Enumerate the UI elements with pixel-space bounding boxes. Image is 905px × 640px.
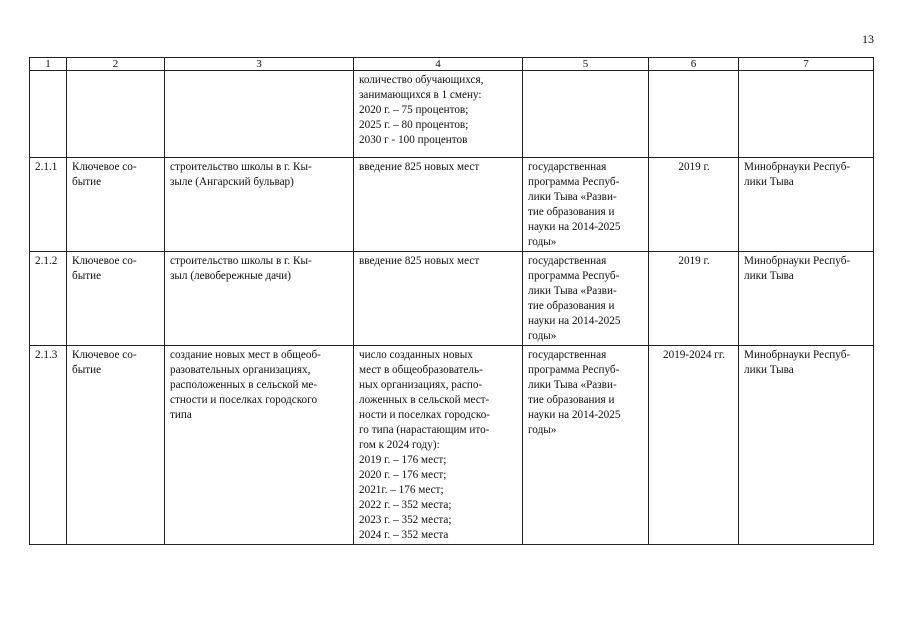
event-type-cell — [67, 252, 165, 346]
cell-text-line: программа Респуб- — [528, 270, 620, 282]
cell-text-line: Ключевое со- — [72, 349, 137, 361]
cell-text-line: бытие — [72, 176, 102, 188]
cell-text-line: типа — [170, 409, 192, 421]
row-number-cell — [30, 346, 67, 545]
page-number: 13 — [862, 32, 874, 46]
program-cell — [523, 346, 649, 545]
header-cell: 5 — [523, 58, 649, 71]
row-number-cell — [30, 158, 67, 252]
cell-text-line: разовательных организациях, — [170, 364, 311, 376]
header-cell: 7 — [739, 58, 874, 71]
table-header-row — [30, 58, 874, 71]
responsible-cell — [739, 71, 874, 158]
cell-text-line: лики Тыва «Разви- — [528, 285, 617, 297]
cell-text-line: науки на 2014-2025 — [528, 315, 621, 327]
cell-text-line: лики Тыва — [744, 364, 794, 376]
cell-text-line: лики Тыва «Разви- — [528, 379, 617, 391]
cell-text-line: строительство школы в г. Кы- — [170, 161, 312, 173]
cell-text-line: 2.1.2 — [35, 255, 58, 267]
cell-text-line: 2022 г. – 352 места; — [359, 499, 452, 511]
cell-text-line: Минобрнауки Респуб- — [744, 349, 851, 361]
cell-text-line: науки на 2014-2025 — [528, 221, 621, 233]
header-cell: 2 — [67, 58, 165, 71]
activity-cell — [165, 346, 354, 545]
cell-text-line: 2024 г. – 352 места — [359, 529, 449, 541]
program-cell — [523, 252, 649, 346]
responsible-cell — [739, 158, 874, 252]
cell-text-line: программа Респуб- — [528, 176, 620, 188]
cell-text-line: строительство школы в г. Кы- — [170, 255, 312, 267]
cell-text-line: занимающихся в 1 смену: — [359, 89, 482, 101]
cell-text-line: го типа (нарастающим ито- — [359, 424, 490, 436]
cell-text-line: тие образования и — [528, 300, 615, 312]
header-cell: 1 — [30, 58, 67, 71]
cell-text-line: 2019 г. — [678, 255, 710, 267]
activity-cell — [165, 252, 354, 346]
cell-text-line: годы» — [528, 236, 557, 248]
event-type-cell — [67, 71, 165, 158]
cell-text-line: 2020 г. – 176 мест; — [359, 469, 447, 481]
cell-text-line: 2023 г. – 352 места; — [359, 514, 452, 526]
cell-text-line: ных организациях, распо- — [359, 379, 483, 391]
deadline-cell — [649, 158, 739, 252]
cell-text-line: годы» — [528, 424, 557, 436]
row-number-cell — [30, 252, 67, 346]
indicator-cell — [354, 71, 523, 158]
cell-text-line: мест в общеобразователь- — [359, 364, 483, 376]
cell-text-line: тие образования и — [528, 394, 615, 406]
cell-text-line: лики Тыва — [744, 176, 794, 188]
table-row — [30, 252, 874, 346]
cell-text-line: 2025 г. – 80 процентов; — [359, 119, 469, 131]
cell-text-line: науки на 2014-2025 — [528, 409, 621, 421]
cell-text-line: 2019-2024 гг. — [663, 349, 725, 361]
cell-text-line: 2.1.3 — [35, 349, 58, 361]
cell-text-line: ложенных в сельской мест- — [359, 394, 490, 406]
cell-text-line: Минобрнауки Респуб- — [744, 161, 851, 173]
cell-text-line: создание новых мест в общеоб- — [170, 349, 321, 361]
event-type-cell — [67, 346, 165, 545]
cell-text-line: 2020 г. – 75 процентов; — [359, 104, 469, 116]
cell-text-line: тие образования и — [528, 206, 615, 218]
activity-cell — [165, 158, 354, 252]
cell-text-line: бытие — [72, 270, 102, 282]
activity-cell — [165, 71, 354, 158]
table-row — [30, 346, 874, 545]
header-cell: 3 — [165, 58, 354, 71]
cell-text-line: 2.1.1 — [35, 161, 58, 173]
cell-text-line: зыл (левобережные дачи) — [170, 270, 292, 282]
indicator-cell — [354, 158, 523, 252]
cell-text-line: Минобрнауки Респуб- — [744, 255, 851, 267]
cell-text-line: Ключевое со- — [72, 161, 137, 173]
cell-text-line: 2019 г. – 176 мест; — [359, 454, 447, 466]
cell-text-line: стности и поселках городского — [170, 394, 318, 406]
responsible-cell — [739, 252, 874, 346]
cell-text-line: лики Тыва — [744, 270, 794, 282]
deadline-cell — [649, 252, 739, 346]
responsible-cell — [739, 346, 874, 545]
indicator-cell — [354, 252, 523, 346]
cell-text-line: программа Респуб- — [528, 364, 620, 376]
indicator-cell — [354, 346, 523, 545]
cell-text-line: число созданных новых — [359, 349, 473, 361]
cell-text-line: 2030 г - 100 процентов — [359, 134, 468, 146]
event-type-cell — [67, 158, 165, 252]
header-cell: 4 — [354, 58, 523, 71]
program-cell — [523, 158, 649, 252]
table-row — [30, 71, 874, 158]
cell-text-line: 2019 г. — [678, 161, 710, 173]
program-cell — [523, 71, 649, 158]
cell-text-line: введение 825 новых мест — [359, 161, 480, 173]
row-number-cell — [30, 71, 67, 158]
cell-text-line: расположенных в сельской ме- — [170, 379, 318, 391]
cell-text-line: гом к 2024 году): — [359, 439, 440, 451]
cell-text-line: количество обучающихся, — [359, 74, 484, 86]
cell-text-line: годы» — [528, 330, 557, 342]
table-row — [30, 158, 874, 252]
cell-text-line: лики Тыва «Разви- — [528, 191, 617, 203]
cell-text-line: 2021г. – 176 мест; — [359, 484, 444, 496]
cell-text-line: бытие — [72, 364, 102, 376]
deadline-cell — [649, 71, 739, 158]
plan-table — [29, 57, 874, 545]
cell-text-line: ности и поселках городско- — [359, 409, 491, 421]
header-cell: 6 — [649, 58, 739, 71]
cell-text-line: зыле (Ангарский бульвар) — [170, 176, 294, 188]
deadline-cell — [649, 346, 739, 545]
cell-text-line: государственная — [528, 349, 607, 361]
cell-text-line: государственная — [528, 255, 607, 267]
cell-text-line: государственная — [528, 161, 607, 173]
cell-text-line: Ключевое со- — [72, 255, 137, 267]
cell-text-line: введение 825 новых мест — [359, 255, 480, 267]
